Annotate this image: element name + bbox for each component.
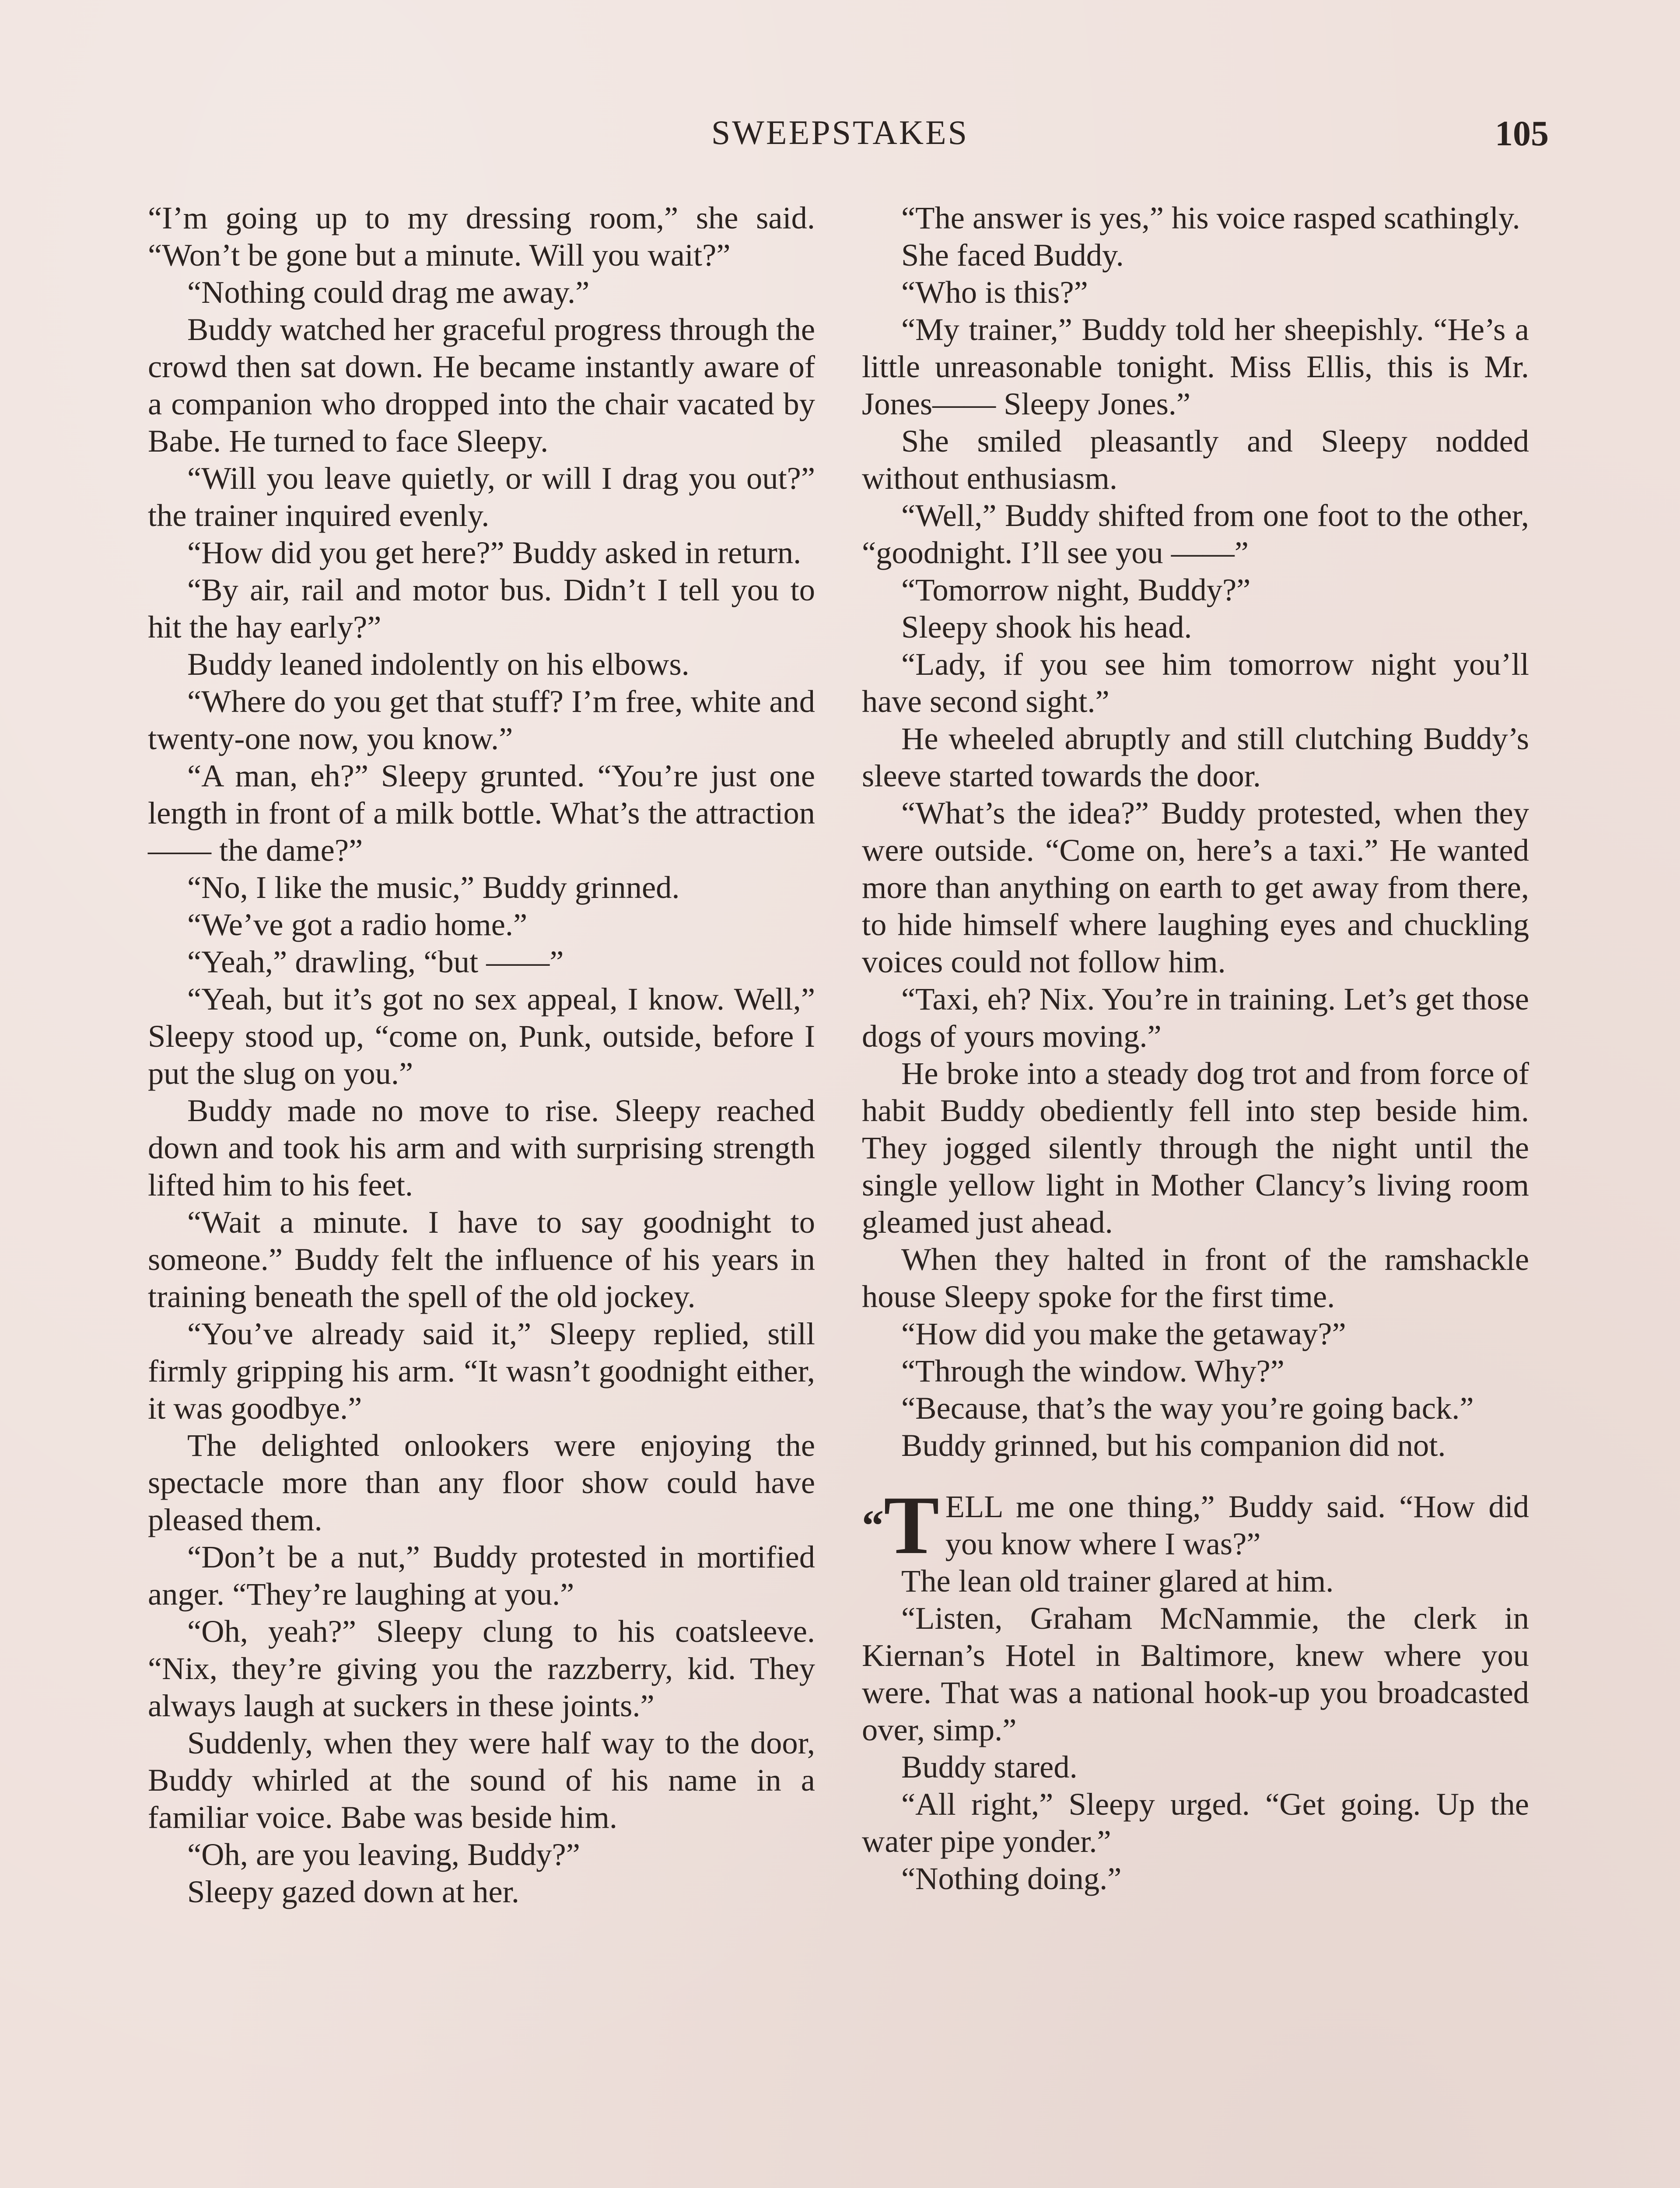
paragraph: “We’ve got a radio home.” [187, 907, 528, 942]
paragraph: “Will you leave quietly, or will I drag you out?” the trainer inquired evenly. [148, 460, 815, 533]
paragraph: She smiled pleasantly and Sleepy nodded without enthusiasm. [862, 423, 1529, 496]
right-column [862, 199, 1529, 1897]
page-number: 105 [1495, 113, 1549, 153]
paragraph: “No, I like the music,” Buddy grinned. [187, 870, 680, 905]
paragraph: “Nothing could drag me away.” [187, 274, 590, 310]
drop-cap-letter: T [884, 1480, 939, 1571]
paragraph: “Lady, if you see him tomorrow night you’ll have second sight.” [862, 646, 1529, 719]
paragraph: “Oh, yeah?” Sleepy clung to his coatsleeve. “Nix, they’re giving you the razzberry, kid. They always laugh at suckers in these joints.” [148, 1613, 815, 1723]
paragraph: “Through the window. Why?” [901, 1353, 1284, 1389]
paragraph: She faced Buddy. [901, 237, 1124, 273]
paragraph: “Because, that’s the way you’re going back.” [901, 1390, 1474, 1426]
running-title: SWEEPSTAKES [711, 113, 969, 151]
paragraph: “How did you make the getaway?” [901, 1316, 1346, 1351]
paragraph: He broke into a steady dog trot and from force of habit Buddy obediently fell into step beside him. They jogged silently through the night until the single yellow light in Mother Clancy’s living room gleamed just ahead. [862, 1055, 1529, 1240]
drop-cap-quote: “ [862, 1501, 884, 1550]
paragraph: “You’ve already said it,” Sleepy replied, still firmly gripping his arm. “It wasn’t goodnight either, it was goodbye.” [148, 1316, 815, 1426]
paragraph: “Tomorrow night, Buddy?” [901, 572, 1251, 607]
paragraph: He wheeled abruptly and still clutching Buddy’s sleeve started towards the door. [862, 721, 1529, 793]
paragraph: “The answer is yes,” his voice rasped scathingly. [901, 200, 1520, 235]
paragraph: “Taxi, eh? Nix. You’re in training. Let’s get those dogs of yours moving.” [862, 981, 1529, 1054]
paragraph: “How did you get here?” Buddy asked in return. [187, 535, 802, 570]
drop-cap-text: ELL me one thing,” Buddy said. “How did you know where I was?” [945, 1489, 1529, 1561]
paragraph: The lean old trainer glared at him. [901, 1563, 1334, 1599]
paragraph: “Yeah,” drawling, “but ——” [187, 944, 564, 979]
paragraph: Buddy stared. [901, 1749, 1078, 1785]
paragraph: Buddy made no move to rise. Sleepy reached down and took his arm and with surprising strength lifted him to his feet. [148, 1093, 815, 1203]
left-column [148, 199, 815, 1910]
paragraph: Sleepy gazed down at her. [187, 1874, 519, 1909]
paragraph: Sleepy shook his head. [901, 609, 1192, 645]
paragraph: “Nothing doing.” [901, 1861, 1122, 1896]
paragraph: Suddenly, when they were half way to the door, Buddy whirled at the sound of his name in a familiar voice. Babe was beside him. [148, 1725, 815, 1835]
running-head [131, 113, 1549, 161]
paragraph: “What’s the idea?” Buddy protested, when they were outside. “Come on, here’s a taxi.” He wanted more than anything on earth to get away from there, to hide himself where laughing eyes and chuckling voices could not follow him. [862, 795, 1529, 979]
paragraph: “All right,” Sleepy urged. “Get going. Up the water pipe yonder.” [862, 1786, 1529, 1859]
paragraph: “Who is this?” [901, 274, 1088, 310]
drop-cap [862, 1480, 939, 1571]
paragraph: “My trainer,” Buddy told her sheepishly. “He’s a little unreasonable tonight. Miss Ellis, this is Mr. Jones—— Sleepy Jones.” [862, 312, 1529, 421]
paragraph: “Listen, Graham McNammie, the clerk in Kiernan’s Hotel in Baltimore, knew where you were. That was a national hook-up you broadcasted over, simp.” [862, 1600, 1529, 1747]
paragraph: When they halted in front of the ramshackle house Sleepy spoke for the first time. [862, 1241, 1529, 1314]
paragraph: “A man, eh?” Sleepy grunted. “You’re just one length in front of a milk bottle. What’s the attraction—— the dame?” [148, 758, 815, 868]
paragraph: Buddy watched her graceful progress through the crowd then sat down. He became instantly aware of a companion who dropped into the chair vacated by Babe. He turned to face Sleepy. [148, 312, 815, 459]
paragraph: “Wait a minute. I have to say goodnight to someone.” Buddy felt the influence of his years in training beneath the spell of the old jockey. [148, 1204, 815, 1314]
paragraph: “Well,” Buddy shifted from one foot to the other, “goodnight. I’ll see you ——” [862, 498, 1529, 570]
paragraph: “By air, rail and motor bus. Didn’t I tell you to hit the hay early?” [148, 572, 815, 645]
paragraph: “I’m going up to my dressing room,” she said. “Won’t be gone but a minute. Will you wait?” [148, 200, 815, 273]
paragraph: “Where do you get that stuff? I’m free, white and twenty-one now, you know.” [148, 684, 815, 756]
paragraph: Buddy grinned, but his companion did not. [901, 1427, 1446, 1463]
paragraph: “Don’t be a nut,” Buddy protested in mortified anger. “They’re laughing at you.” [148, 1539, 815, 1612]
paragraph: The delighted onlookers were enjoying the spectacle more than any floor show could have pleased them. [148, 1427, 815, 1537]
dropcap-paragraph [862, 1480, 1529, 1571]
paragraph: Buddy leaned indolently on his elbows. [187, 646, 690, 682]
paragraph: “Yeah, but it’s got no sex appeal, I know. Well,” Sleepy stood up, “come on, Punk, outside, before I put the slug on you.” [148, 981, 815, 1091]
paragraph: “Oh, are you leaving, Buddy?” [187, 1837, 580, 1872]
